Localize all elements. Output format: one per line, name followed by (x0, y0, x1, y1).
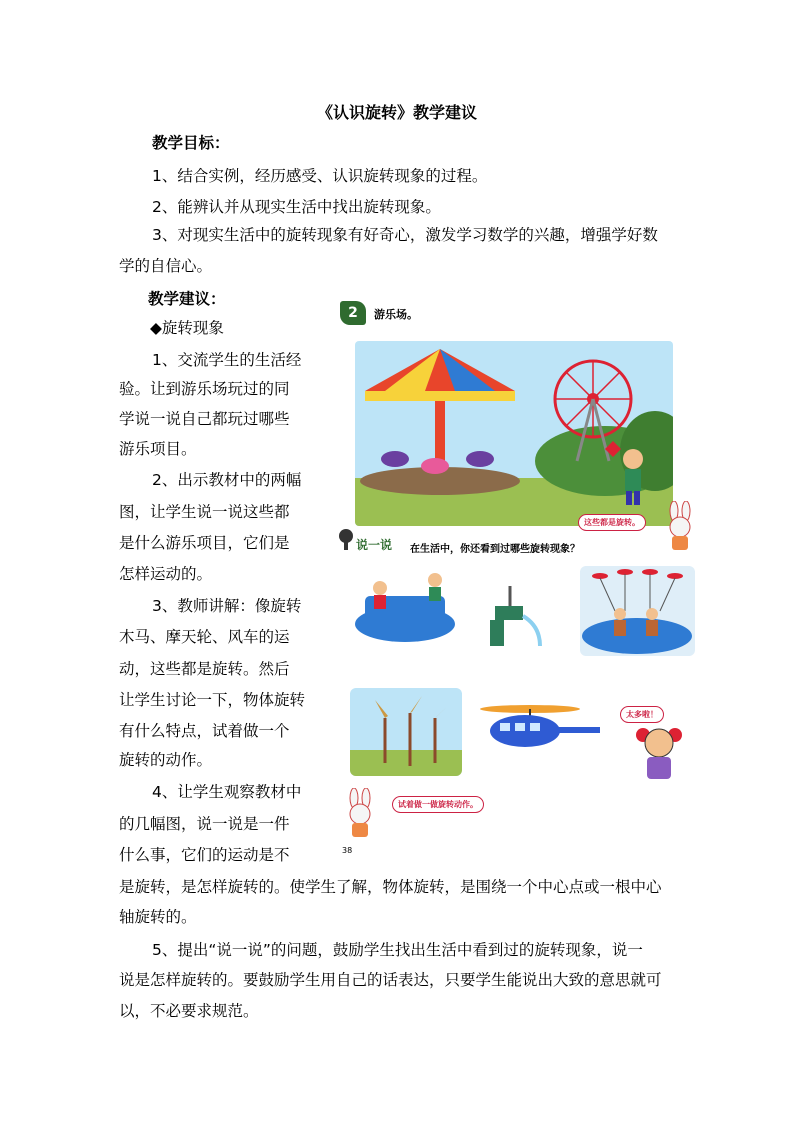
helicopter-picture (475, 701, 605, 756)
section-label: ◆旋转现象 (150, 319, 224, 337)
paragraph-line: 让学生讨论一下，物体旋转 (119, 691, 306, 709)
paragraph-line: 游乐项目。 (119, 440, 197, 458)
paragraph-line: 动，这些都是旋转。然后 (119, 660, 290, 678)
paragraph-line: 有什么特点，试着做一个 (119, 722, 290, 740)
paragraph-line: 木马、摩天轮、风车的运 (119, 628, 290, 646)
paragraph-line: 2、出示教材中的两幅 (152, 471, 302, 489)
paragraph-line: 学说一说自己都玩过哪些 (119, 410, 290, 428)
girl-character-icon (635, 721, 683, 781)
paragraph-line: 4、让学生观察教材中 (152, 783, 302, 801)
rabbit-character-icon (340, 788, 380, 838)
paragraph-line: 的几幅图，说一说是一件 (119, 815, 290, 833)
plate-spinning-picture (580, 566, 695, 656)
paragraph-line: 什么事，它们的运动是不 (119, 846, 290, 864)
paragraph-line: 5、提出“说一说”的问题，鼓励学生找出生活中看到过的旋转现象，说一 (152, 941, 643, 959)
paragraph-line: 1、交流学生的生活经 (152, 351, 302, 369)
paragraph-line: 轴旋转的。 (119, 908, 197, 926)
paragraph-line: 旋转的动作。 (119, 751, 213, 769)
windmill-picture (350, 688, 462, 776)
faucet-picture (480, 566, 555, 651)
paragraph-line: 图，让学生说一说这些都 (119, 503, 290, 521)
speech-bubble: 这些都是旋转。 (578, 514, 646, 531)
rabbit-character-icon (660, 501, 700, 551)
speech-bubble: 试着做一做旋转动作。 (392, 796, 484, 813)
paragraph-line: 怎样运动的。 (119, 565, 213, 583)
paragraph-line: 是旋转，是怎样旋转的。使学生了解，物体旋转，是围绕一个中心点或一根中心 (119, 878, 662, 896)
shuo-question: 在生活中，你还看到过哪些旋转现象？ (410, 544, 580, 555)
page-number: 38 (342, 846, 353, 855)
paragraph-line: 3、教师讲解：像旋转 (152, 597, 302, 615)
goal-line: 2、能辨认并从现实生活中找出旋转现象。 (152, 198, 441, 216)
textbook-illustration (330, 296, 705, 862)
goal-line: 1、结合实例，经历感受、认识旋转现象的过程。 (152, 167, 488, 185)
scene-caption: 游乐场。 (374, 308, 418, 321)
shuo-yi-shuo-label: 说一说 (356, 538, 393, 552)
lesson-badge: 2 (340, 301, 366, 325)
speech-bubble: 太多啦！ (620, 706, 664, 723)
carousel-ferris-wheel-drawing (355, 341, 673, 526)
goal-line: 3、对现实生活中的旋转现象有好奇心，激发学习数学的兴趣，增强学好数 (152, 226, 658, 244)
paragraph-line: 是什么游乐项目，它们是 (119, 534, 290, 552)
paragraph-line: 说是怎样旋转的。要鼓励学生用自己的话表达，只要学生能说出大致的意思就可 (119, 971, 662, 989)
amusement-park-scene (355, 341, 673, 526)
microphone-icon (335, 528, 357, 550)
advice-heading: 教学建议： (148, 290, 226, 308)
merry-go-round-picture (350, 566, 460, 646)
paragraph-line: 验。让到游乐场玩过的同 (119, 380, 290, 398)
page-title: 《认识旋转》教学建议 (316, 103, 477, 122)
goal-line: 学的自信心。 (119, 257, 213, 275)
paragraph-line: 以，不必要求规范。 (119, 1002, 259, 1020)
goals-heading: 教学目标： (152, 134, 230, 152)
